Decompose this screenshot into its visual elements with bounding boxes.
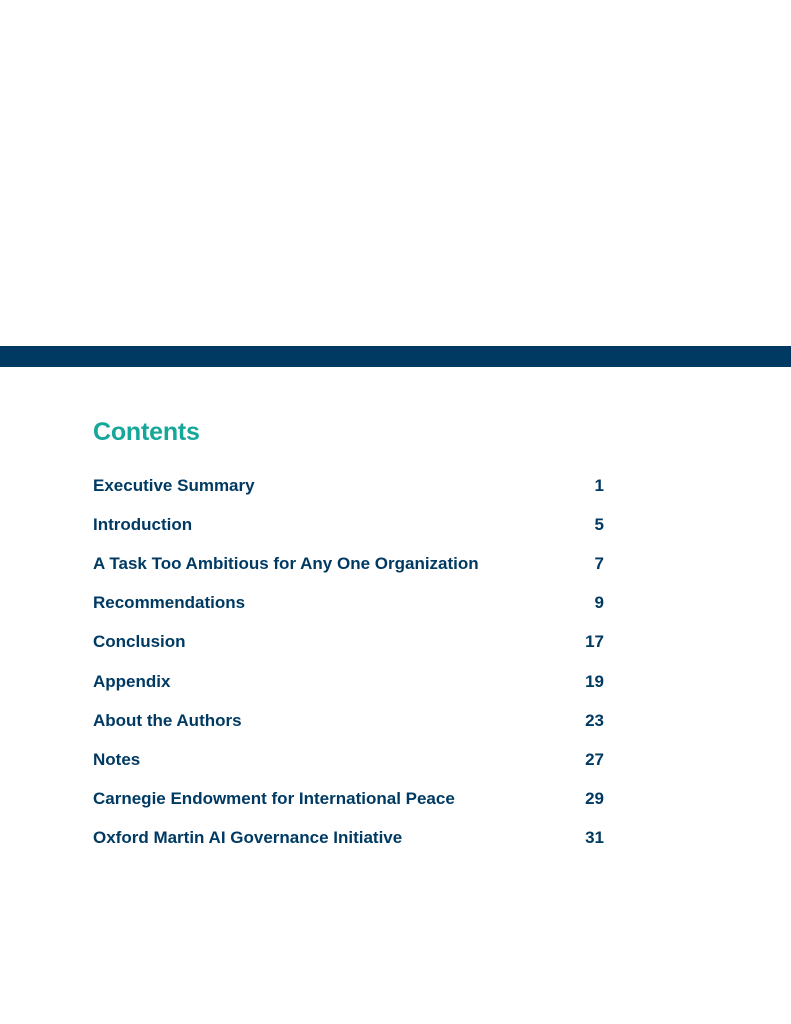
toc-entry-carnegie-endowment[interactable] [93,780,604,819]
toc-entry-task-too-ambitious[interactable] [93,544,604,583]
toc-entry-title: Conclusion [93,632,186,652]
toc-entry-notes[interactable] [93,740,604,779]
toc-entry-conclusion[interactable] [93,623,604,662]
toc-entry-executive-summary[interactable] [93,466,604,505]
toc-entry-page-number: 7 [594,553,604,573]
toc-entry-page-number: 19 [585,671,604,691]
toc-entry-oxford-martin[interactable] [93,819,604,858]
toc-entry-page-number: 1 [594,475,604,495]
toc-entry-title: Introduction [93,514,193,534]
toc-entry-page-number: 17 [585,632,604,652]
toc-entry-introduction[interactable] [93,505,604,544]
toc-entry-title: Recommendations [93,593,246,613]
toc-entry-title: Notes [93,749,141,769]
header-band [0,346,791,367]
contents-heading: Contents [93,418,200,446]
toc-entry-about-the-authors[interactable] [93,701,604,740]
toc-entry-page-number: 27 [585,749,604,769]
toc-entry-title: About the Authors [93,710,242,730]
toc-entry-title: Oxford Martin AI Governance Initiative [93,828,403,848]
toc-entry-page-number: 23 [585,710,604,730]
toc-entry-recommendations[interactable] [93,584,604,623]
toc-entry-page-number: 29 [585,789,604,809]
toc-entry-appendix[interactable] [93,662,604,701]
toc-entry-title: A Task Too Ambitious for Any One Organization [93,553,479,573]
toc-entry-page-number: 9 [594,593,604,613]
table-of-contents [93,466,604,858]
toc-entry-page-number: 5 [594,514,604,534]
toc-entry-title: Appendix [93,671,171,691]
toc-entry-title: Executive Summary [93,475,255,495]
toc-entry-page-number: 31 [585,828,604,848]
toc-entry-title: Carnegie Endowment for International Peace [93,789,455,809]
